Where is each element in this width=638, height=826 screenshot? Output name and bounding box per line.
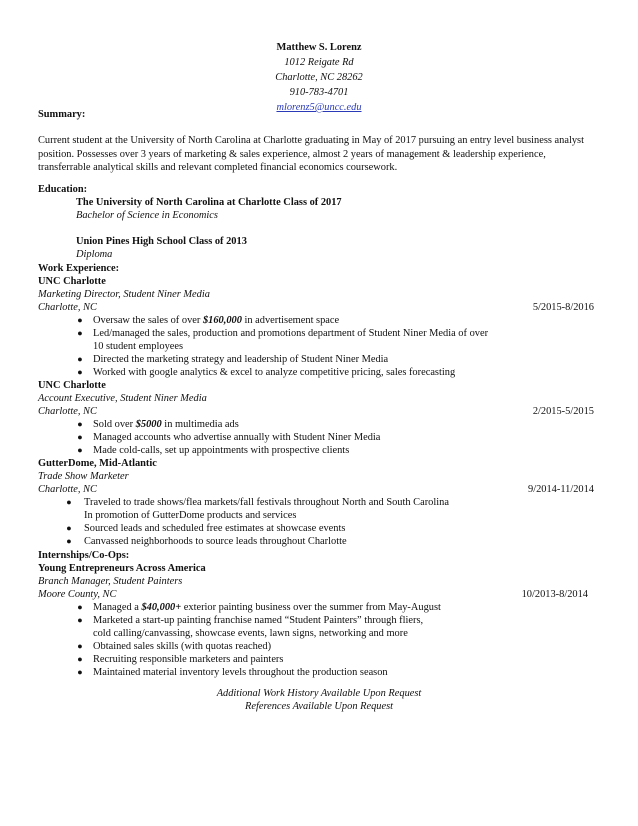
bullet-icon: ● [66, 536, 72, 546]
summary-heading: Summary: [38, 109, 86, 120]
list-item: ● Sold over $5000 in multimedia ads [77, 419, 239, 430]
internship-dates: 10/2013-8/2014 [521, 589, 588, 600]
list-item: ● Managed a $40,000+ exterior painting business over the summer from May-August [77, 602, 441, 613]
internship-employer: Young Entrepreneurs Across America [38, 563, 206, 574]
bullet-icon: ● [77, 654, 83, 664]
job-entry [38, 275, 594, 379]
bullet-icon: ● [77, 419, 83, 429]
internship-location: Moore County, NC [38, 589, 117, 600]
list-item: ● Managed accounts who advertise annually with Student Niner Media [77, 432, 381, 443]
bullet-icon: ● [77, 432, 83, 442]
job-location: Charlotte, NC [38, 406, 97, 417]
job-entry [38, 457, 594, 548]
summary-section [38, 108, 594, 175]
summary-text: Current student at the University of North Carolina at Charlotte graduating in May of 2017 pursuing an entry level business analyst position. Possesses over 3 years of marketing & sales experience, almost 2 years of management & leadership experience, transferrable analytical skills and relevant completed financial economics coursework. [38, 135, 584, 173]
school-2: Union Pines High School Class of 2013 [76, 236, 247, 247]
contact-header [0, 40, 638, 115]
address-line-2: Charlotte, NC 28262 [275, 72, 363, 83]
job-dates: 2/2015-5/2015 [532, 406, 594, 417]
bullet-icon: ● [77, 445, 83, 455]
bullet-icon: ● [77, 354, 83, 364]
list-item: ● Traveled to trade shows/flea markets/fall festivals throughout North and South Carolina In promotion of GutterDome products and services [66, 497, 449, 521]
phone-number: 910-783-4701 [289, 87, 349, 98]
list-item: ● Canvassed neighborhoods to source leads throughout Charlotte [66, 536, 347, 547]
bullet-icon: ● [77, 315, 83, 325]
bullet-icon: ● [77, 367, 83, 377]
work-section [38, 262, 594, 548]
bullet-icon: ● [77, 641, 83, 651]
applicant-name: Matthew S. Lorenz [276, 42, 362, 53]
job-employer: UNC Charlotte [38, 276, 106, 287]
footer-line-2: References Available Upon Request [244, 701, 394, 712]
bullet-icon: ● [66, 523, 72, 533]
job-bullets [38, 314, 594, 379]
footer-note [0, 687, 638, 713]
job-title: Trade Show Marketer [38, 471, 129, 482]
job-title: Account Executive, Student Niner Media [38, 393, 207, 404]
list-item: ● Led/managed the sales, production and promotions department of Student Niner Media of over 10 student employees [77, 328, 489, 352]
job-employer: UNC Charlotte [38, 380, 106, 391]
list-item: ● Marketed a start-up painting franchise named “Student Painters” through fliers, cold calling/canvassing, showcase events, lawn signs, networking and more [77, 615, 424, 639]
job-bullets [38, 418, 594, 457]
bullet-icon: ● [77, 602, 83, 612]
list-item: ● Recruiting responsible marketers and painters [77, 654, 284, 665]
bullet-icon: ● [77, 667, 83, 677]
job-title: Marketing Director, Student Niner Media [38, 289, 210, 300]
internship-title: Branch Manager, Student Painters [38, 576, 183, 587]
list-item: ● Maintained material inventory levels throughout the production season [77, 667, 388, 678]
bullet-icon: ● [77, 615, 83, 625]
list-item: ● Worked with google analytics & excel to analyze competitive pricing, sales forecasting [77, 367, 456, 378]
job-employer: GutterDome, Mid-Atlantic [38, 458, 157, 469]
list-item: ● Oversaw the sales of over $160,000 in advertisement space [77, 315, 340, 326]
list-item: ● Made cold-calls, set up appointments with prospective clients [77, 445, 350, 456]
job-dates: 9/2014-11/2014 [528, 484, 594, 495]
email-link[interactable]: mlorenz5@uncc.edu [276, 102, 362, 113]
education-section [38, 183, 594, 261]
bullet-icon: ● [66, 497, 72, 507]
job-dates: 5/2015-8/2016 [532, 302, 594, 313]
job-entry [38, 379, 594, 457]
work-heading: Work Experience: [38, 263, 120, 274]
internships-heading: Internships/Co-Ops: [38, 550, 130, 561]
degree-2: Diploma [76, 249, 113, 260]
degree-1: Bachelor of Science in Economics [76, 210, 218, 221]
job-location: Charlotte, NC [38, 484, 97, 495]
list-item: ● Sourced leads and scheduled free estimates at showcase events [66, 523, 346, 534]
job-location: Charlotte, NC [38, 302, 97, 313]
internship-bullets [38, 601, 594, 679]
list-item: ● Directed the marketing strategy and leadership of Student Niner Media [77, 354, 389, 365]
job-bullets [38, 496, 594, 548]
school-1: The University of North Carolina at Charlotte Class of 2017 [76, 197, 342, 208]
education-heading: Education: [38, 184, 88, 195]
bullet-icon: ● [77, 328, 83, 338]
footer-line-1: Additional Work History Available Upon Request [216, 688, 422, 699]
address-line-1: 1012 Reigate Rd [284, 57, 354, 68]
list-item: ● Obtained sales skills (with quotas reached) [77, 641, 272, 652]
internships-section [38, 549, 594, 679]
